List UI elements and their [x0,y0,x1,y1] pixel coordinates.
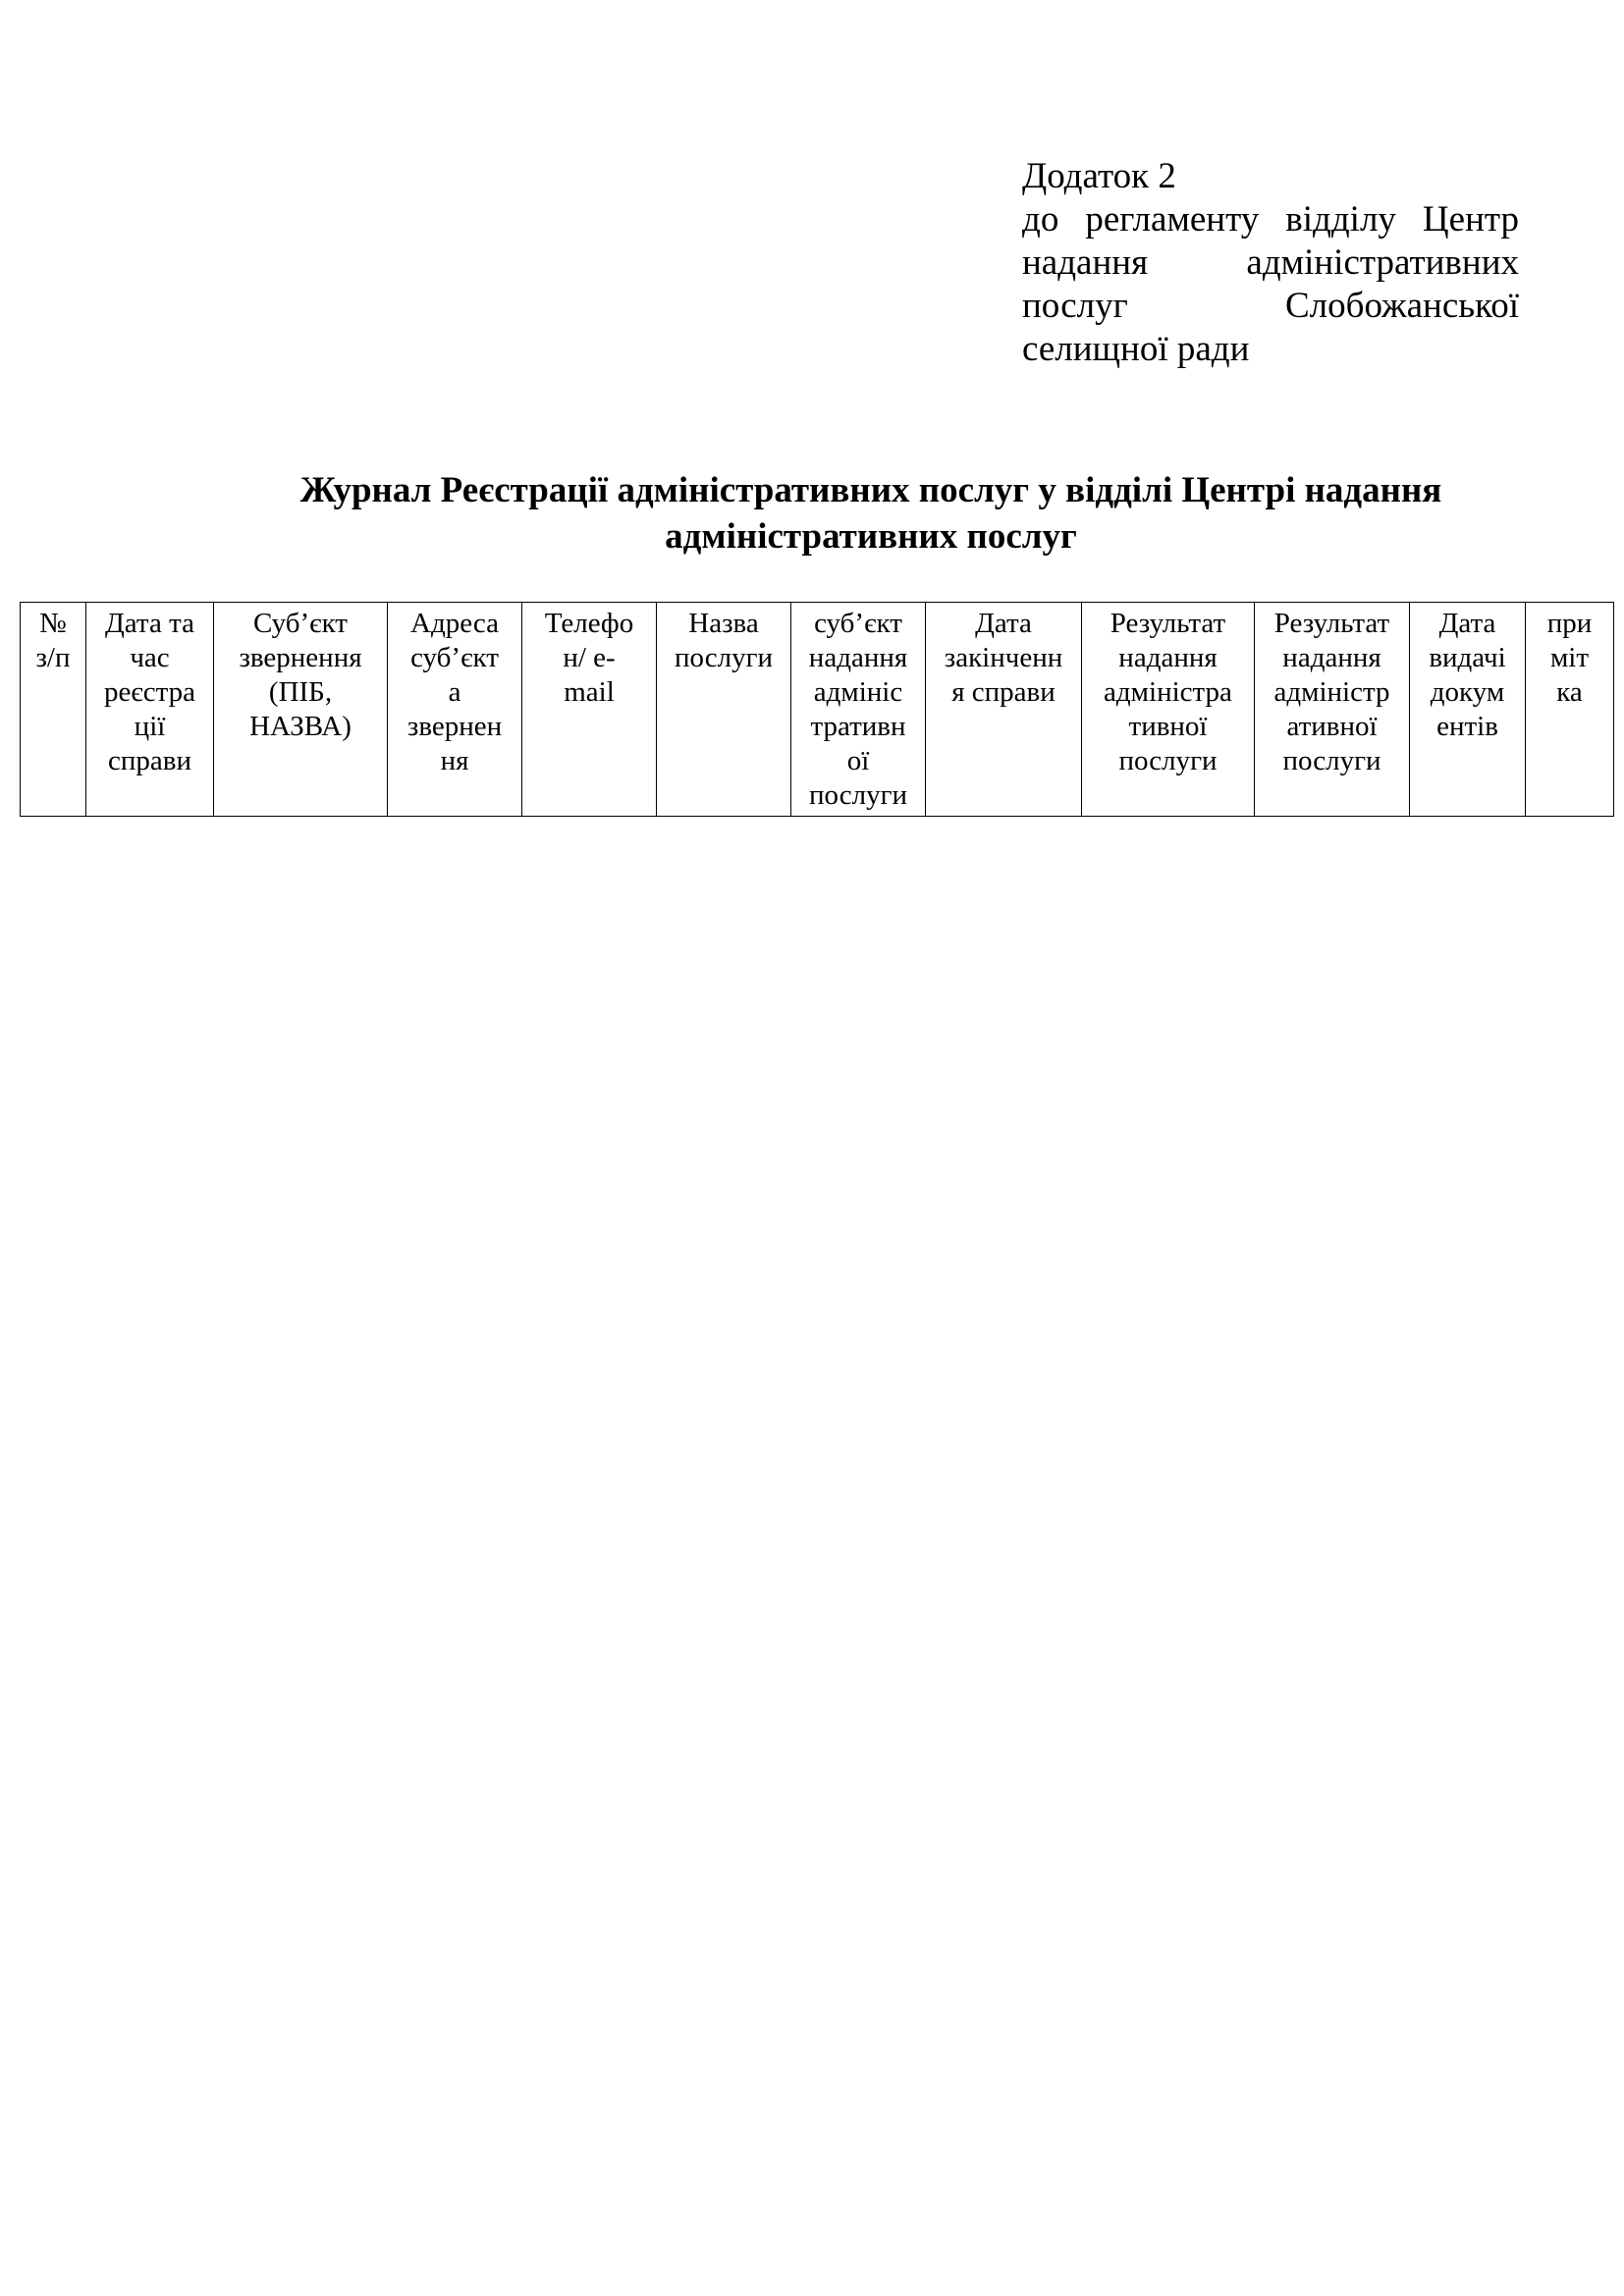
header-text-line: а [448,676,461,708]
header-text-line: надання [1118,642,1218,673]
header-text-line: Назва [688,608,759,639]
header-text-line: Адреса [410,608,499,639]
header-text-line: Дата [975,608,1032,639]
header-text-line: послуги [675,642,773,673]
header-text-line: звернен [406,711,503,742]
header-text-line: міт [1549,642,1590,673]
header-text-line: mail [564,676,615,708]
column-header-result-1 [1082,603,1255,817]
title-line: Журнал Реєстрації адміністративних послуг у відділі Центрі надання [299,470,1442,510]
header-text-line: видачі [1429,642,1506,673]
header-text-line: ої [846,745,870,776]
column-header-applicant-address [388,603,522,817]
appendix-line: надання адміністративних [1022,242,1519,283]
header-text-line: (ПІБ, [268,676,333,708]
appendix-line: селищної ради [1022,329,1250,369]
header-text-line: при [1546,608,1593,639]
column-header-issue-date [1410,603,1526,817]
header-text-line: суб’єкт [410,642,499,673]
header-text-line: № [39,608,67,639]
title-line: адміністративних послуг [665,516,1077,557]
header-text-line: послуги [809,779,907,811]
column-header-phone-email [522,603,657,817]
header-text-line: Дата та [105,608,194,639]
header-text-line: адміністр [1273,676,1390,708]
header-text-line: ції [134,711,166,742]
header-text-line: НАЗВА) [249,711,352,742]
header-text-line: адмініс [813,676,903,708]
appendix-line: послуг Слобожанської [1022,286,1519,326]
header-text-line: справи [108,745,191,776]
page-title [0,467,1624,560]
appendix-block [1022,155,1519,371]
column-header-applicant [214,603,388,817]
registration-journal-table [20,602,1614,817]
header-text-line: адміністра [1104,676,1232,708]
column-header-note [1526,603,1614,817]
header-text-line: ня [440,745,469,776]
column-header-registration-date [86,603,214,817]
column-header-number [21,603,86,817]
header-text-line: реєстра [103,676,196,708]
header-text-line: Дата [1438,608,1496,639]
appendix-line: до регламенту відділу Центр [1022,199,1519,240]
header-text-line: ативної [1286,711,1378,742]
header-text-line: звернення [239,642,362,673]
header-text-line: тративн [810,711,906,742]
header-text-line: н/ e- [563,642,616,673]
header-text-line: надання [1282,642,1381,673]
column-header-service-provider [791,603,926,817]
header-text-line: Результат [1273,608,1390,639]
header-text-line: докум [1430,676,1505,708]
header-text-line: надання [808,642,908,673]
header-text-line: ентів [1436,711,1498,742]
header-text-line: послуги [1118,745,1218,776]
header-text-line: я справи [951,676,1056,708]
header-text-line: Результат [1110,608,1226,639]
column-header-completion-date [926,603,1082,817]
header-text-line: Телефо [544,608,634,639]
column-header-result-2 [1255,603,1410,817]
header-text-line: Суб’єкт [253,608,348,639]
header-text-line: ка [1556,676,1583,708]
appendix-number: Додаток 2 [1022,156,1176,196]
header-text-line: послуги [1282,745,1381,776]
table-header-row [21,603,1614,817]
header-text-line: закінченн [944,642,1063,673]
header-text-line: з/п [35,642,71,673]
column-header-service-name [657,603,791,817]
header-text-line: час [130,642,170,673]
header-text-line: суб’єкт [814,608,902,639]
header-text-line: тивної [1128,711,1208,742]
